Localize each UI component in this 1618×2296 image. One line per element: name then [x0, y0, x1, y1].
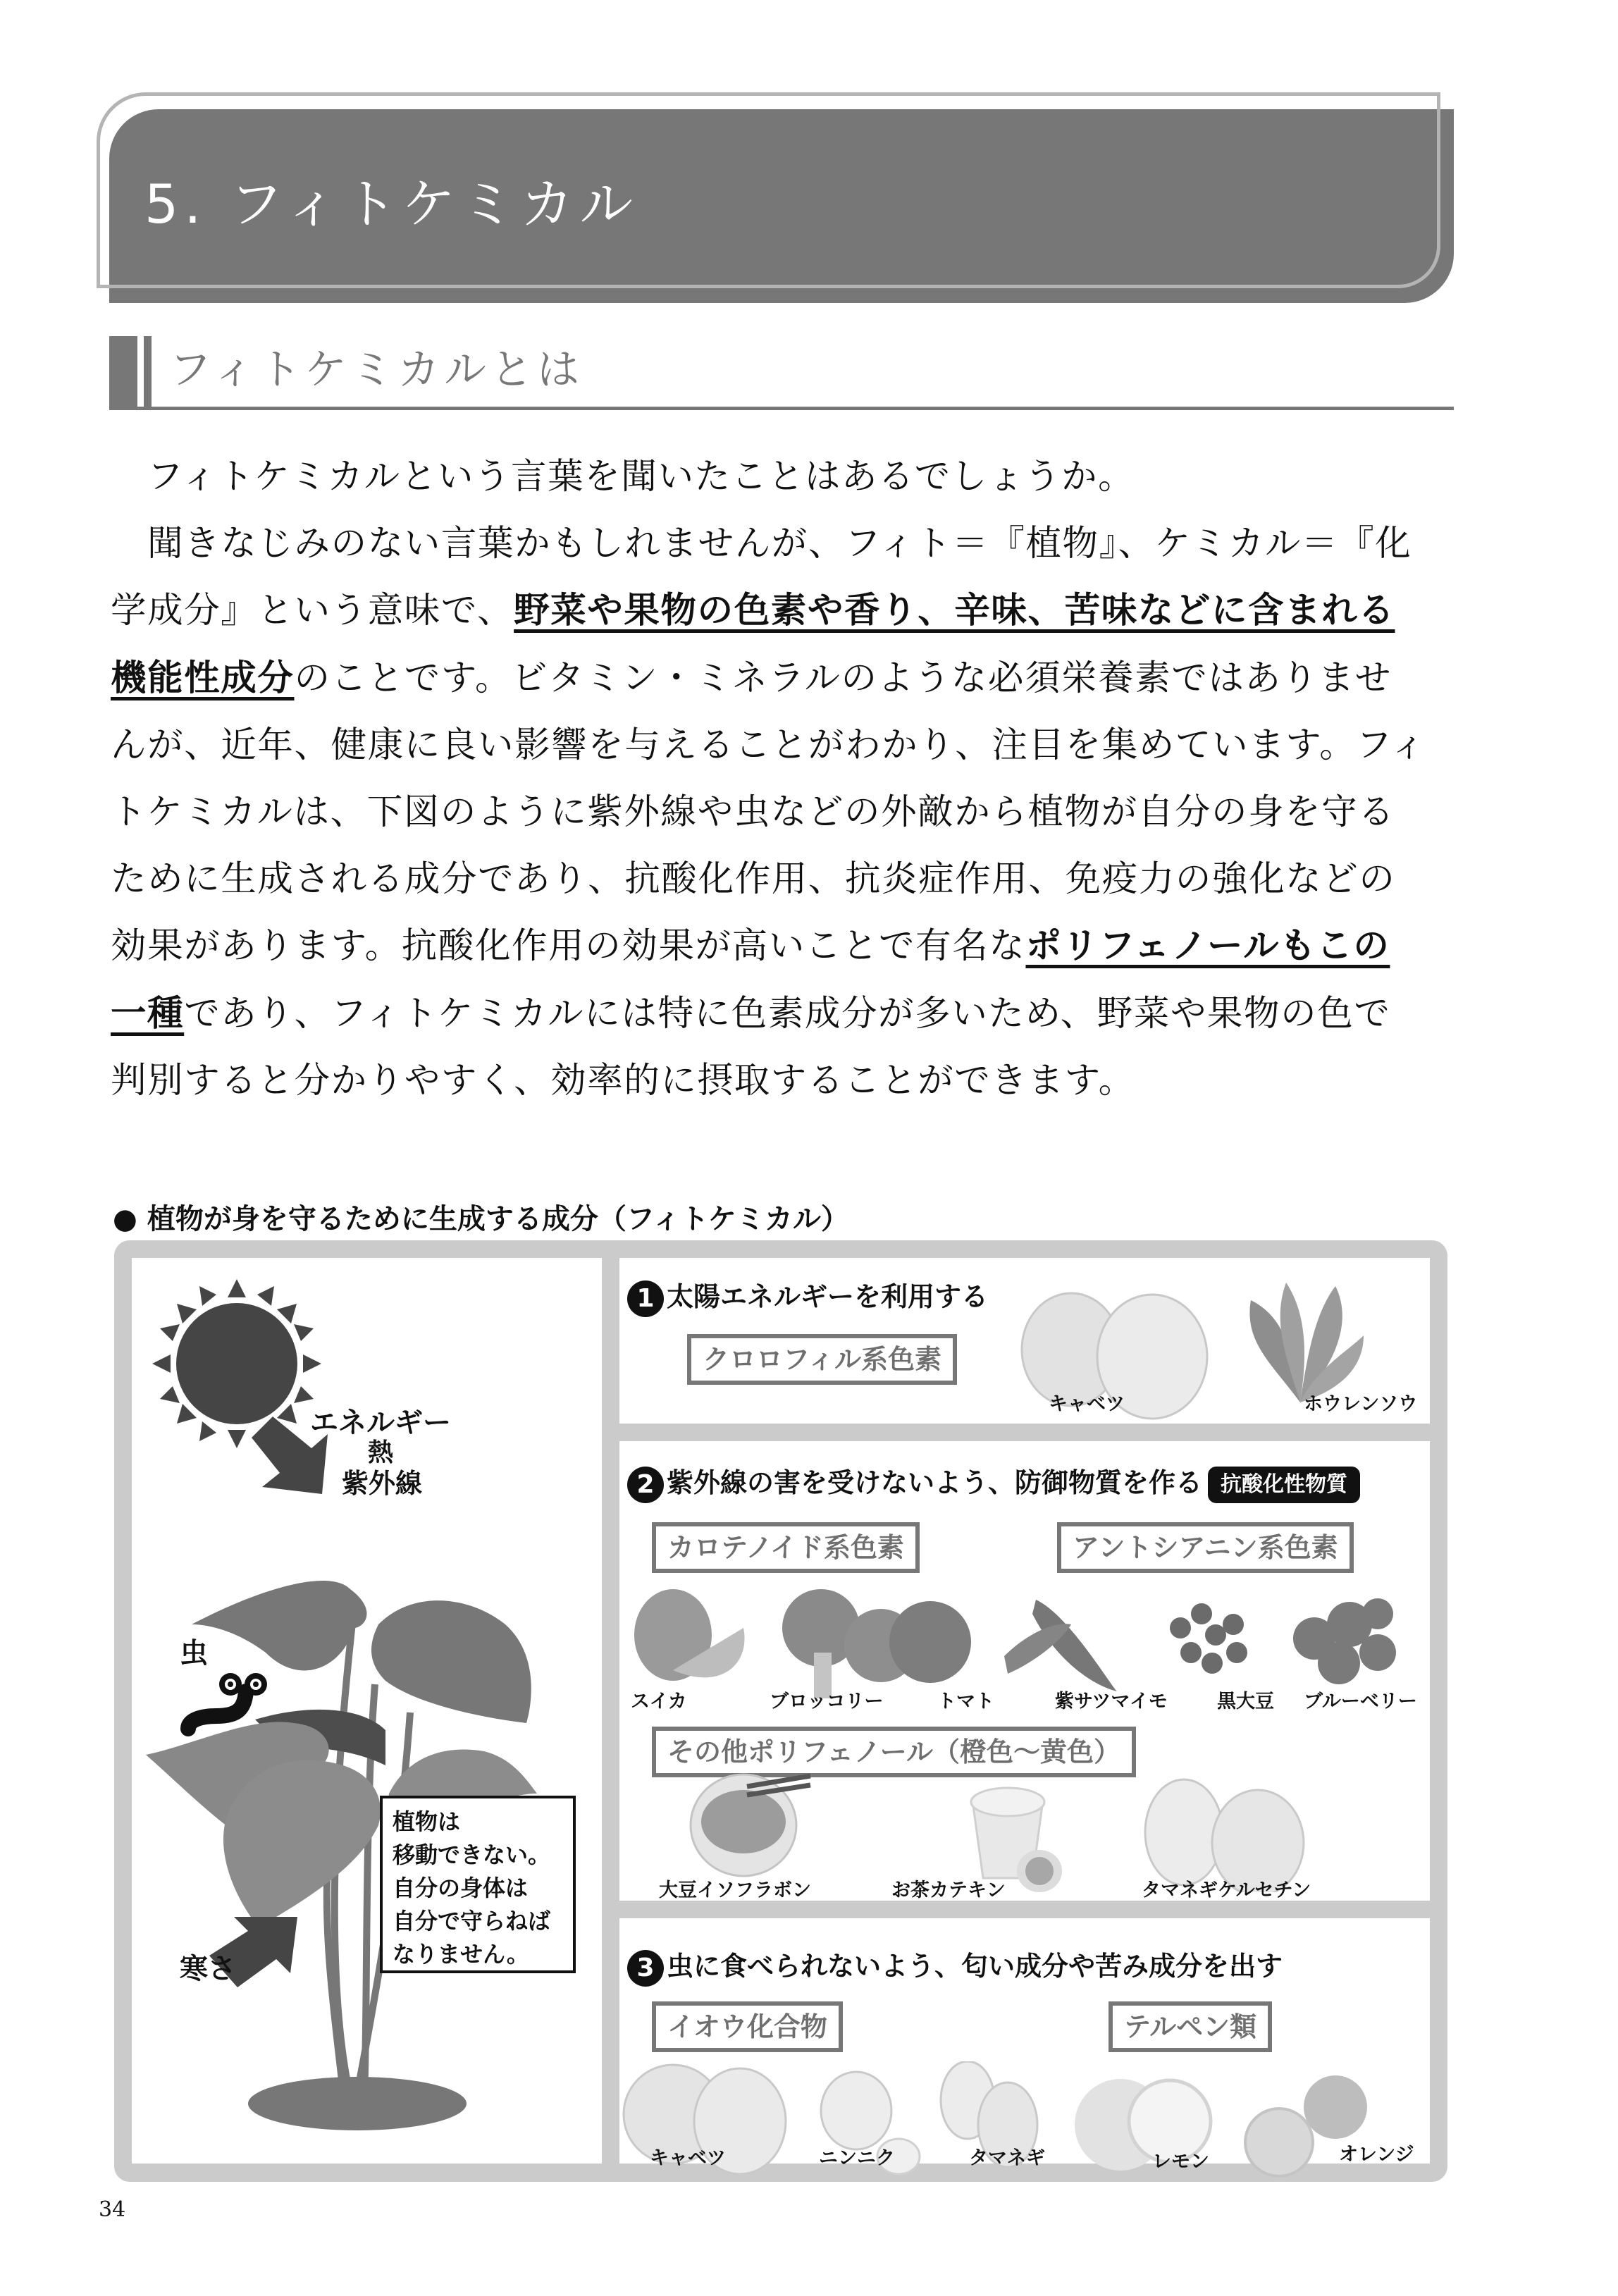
body-line — [111, 912, 1457, 979]
food-label: ブルーベリー — [1304, 1691, 1417, 1712]
emphasized-text: 野菜や果物の色素や香り、辛味、苦味などに含まれる — [514, 589, 1395, 631]
body-line — [111, 778, 1457, 845]
note-line: なりません。 — [393, 1941, 529, 1968]
panel-3-title-text: 虫に食べられないよう、匂い成分や苦み成分を出す — [667, 1951, 1283, 1982]
note-line: 自分で守らねば — [393, 1908, 551, 1934]
category-chlorophyll: クロロフィル系色素 — [687, 1334, 957, 1385]
sun-icon — [152, 1279, 321, 1448]
food-label: キャベツ — [650, 2147, 726, 2169]
body-line — [111, 980, 1457, 1047]
body-line — [111, 443, 1457, 510]
food-label: ブロッコリー — [770, 1691, 884, 1712]
number-badge: 1 — [627, 1280, 664, 1317]
body-line — [111, 644, 1457, 711]
section-title: フィトケミカルとは — [169, 345, 583, 395]
figure-caption: ● 植物が身を守るために生成する成分（フィトケミカル） — [113, 1203, 849, 1235]
food-label: トマト — [937, 1691, 994, 1712]
body-text-segment: 判別すると分かりやすく、効率的に摂取することができます。 — [111, 1058, 1135, 1101]
food-label: ホウレンソウ — [1304, 1393, 1418, 1415]
energy-label: エネルギー — [310, 1407, 451, 1439]
note-line: 自分の身体は — [393, 1875, 529, 1901]
body-line — [111, 711, 1457, 778]
panel-2-title — [627, 1463, 1360, 1503]
food-label: ニンニク — [819, 2147, 895, 2169]
category-carotenoid: カロテノイド系色素 — [652, 1522, 920, 1573]
body-line — [111, 510, 1457, 576]
food-label: 紫サツマイモ — [1055, 1691, 1168, 1712]
food-label: お茶カテキン — [891, 1880, 1006, 1901]
body-text-segment: 聞きなじみのない言葉かもしれませんが、フィト＝『植物』、ケミカル＝『化 — [111, 522, 1412, 564]
spinach-image — [1230, 1279, 1371, 1406]
food-label: キャベツ — [1049, 1393, 1125, 1415]
food-label: オレンジ — [1339, 2144, 1414, 2166]
emphasized-text: 一種 — [111, 992, 185, 1034]
body-text-segment: トケミカルは、下図のように紫外線や虫などの外敵から植物が自分の身を守る — [111, 790, 1395, 832]
bug-icon — [188, 1673, 267, 1729]
plant-illustration — [132, 1258, 602, 2164]
bug-label: 虫 — [180, 1637, 208, 1669]
section-heading-bar-thin — [144, 336, 152, 410]
body-text-segment: 学成分』という意味で、 — [111, 589, 514, 631]
note-line: 移動できない。 — [393, 1841, 551, 1868]
food-label: タマネギケルセチン — [1142, 1880, 1311, 1901]
body-text-segment: ために生成される成分であり、抗酸化作用、抗炎症作用、免疫力の強化などの — [111, 858, 1396, 900]
panel-1-title-text: 太陽エネルギーを利用する — [667, 1281, 989, 1312]
panel-1-title — [627, 1277, 988, 1317]
body-line — [111, 1047, 1457, 1113]
note-line: 植物は — [393, 1808, 461, 1835]
body-text-segment: であり、フィトケミカルには特に色素成分が多いため、野菜や果物の色で — [184, 992, 1391, 1034]
food-label: レモン — [1152, 2151, 1209, 2173]
food-label: タマネギ — [969, 2147, 1045, 2169]
chapter-title: 5. フィトケミカル — [144, 173, 639, 235]
emphasized-text: 機能性成分 — [111, 656, 295, 698]
antioxidant-tag: 抗酸化性物質 — [1208, 1467, 1360, 1503]
category-sulfur-compounds: イオウ化合物 — [652, 2001, 843, 2052]
category-other-polyphenol: その他ポリフェノール（橙色〜黄色） — [652, 1727, 1136, 1777]
page-number: 34 — [99, 2197, 126, 2222]
section-heading-bar — [109, 336, 137, 410]
cold-label: 寒さ — [180, 1953, 236, 1985]
carotenoid-anthocyanin-foods-image — [631, 1586, 1434, 1698]
section-heading-rule — [109, 407, 1454, 410]
food-label: 大豆イソフラボン — [659, 1880, 811, 1901]
polyphenol-foods-image — [684, 1772, 1346, 1892]
uv-label: 紫外線 — [342, 1468, 423, 1499]
body-paragraph — [111, 443, 1457, 1113]
panel-2-title-text: 紫外線の害を受けないよう、防御物質を作る — [667, 1467, 1203, 1498]
food-label: スイカ — [631, 1691, 687, 1712]
category-anthocyanin: アントシアニン系色素 — [1057, 1522, 1354, 1573]
body-text-segment: フィトケミカルという言葉を聞いたことはあるでしょうか。 — [111, 455, 1135, 497]
body-line — [111, 845, 1457, 912]
heat-label: 熱 — [368, 1438, 394, 1467]
body-text-segment: のことです。ビタミン・ミネラルのような必須栄養素ではありませ — [294, 656, 1392, 698]
body-text-segment: んが、近年、健康に良い影響を与えることがわかり、注目を集めています。フィ — [111, 723, 1427, 765]
body-line — [111, 576, 1457, 643]
emphasized-text: ポリフェノールもこの — [1025, 925, 1390, 967]
number-badge: 2 — [627, 1467, 664, 1503]
category-terpenes: テルペン類 — [1108, 2001, 1272, 2052]
food-label: 黒大豆 — [1217, 1691, 1274, 1712]
body-text-segment: 効果があります。抗酸化作用の効果が高いことで有名な — [111, 925, 1026, 967]
note-box — [380, 1796, 576, 1973]
number-badge: 3 — [627, 1950, 664, 1987]
panel-3-title — [627, 1946, 1283, 1987]
